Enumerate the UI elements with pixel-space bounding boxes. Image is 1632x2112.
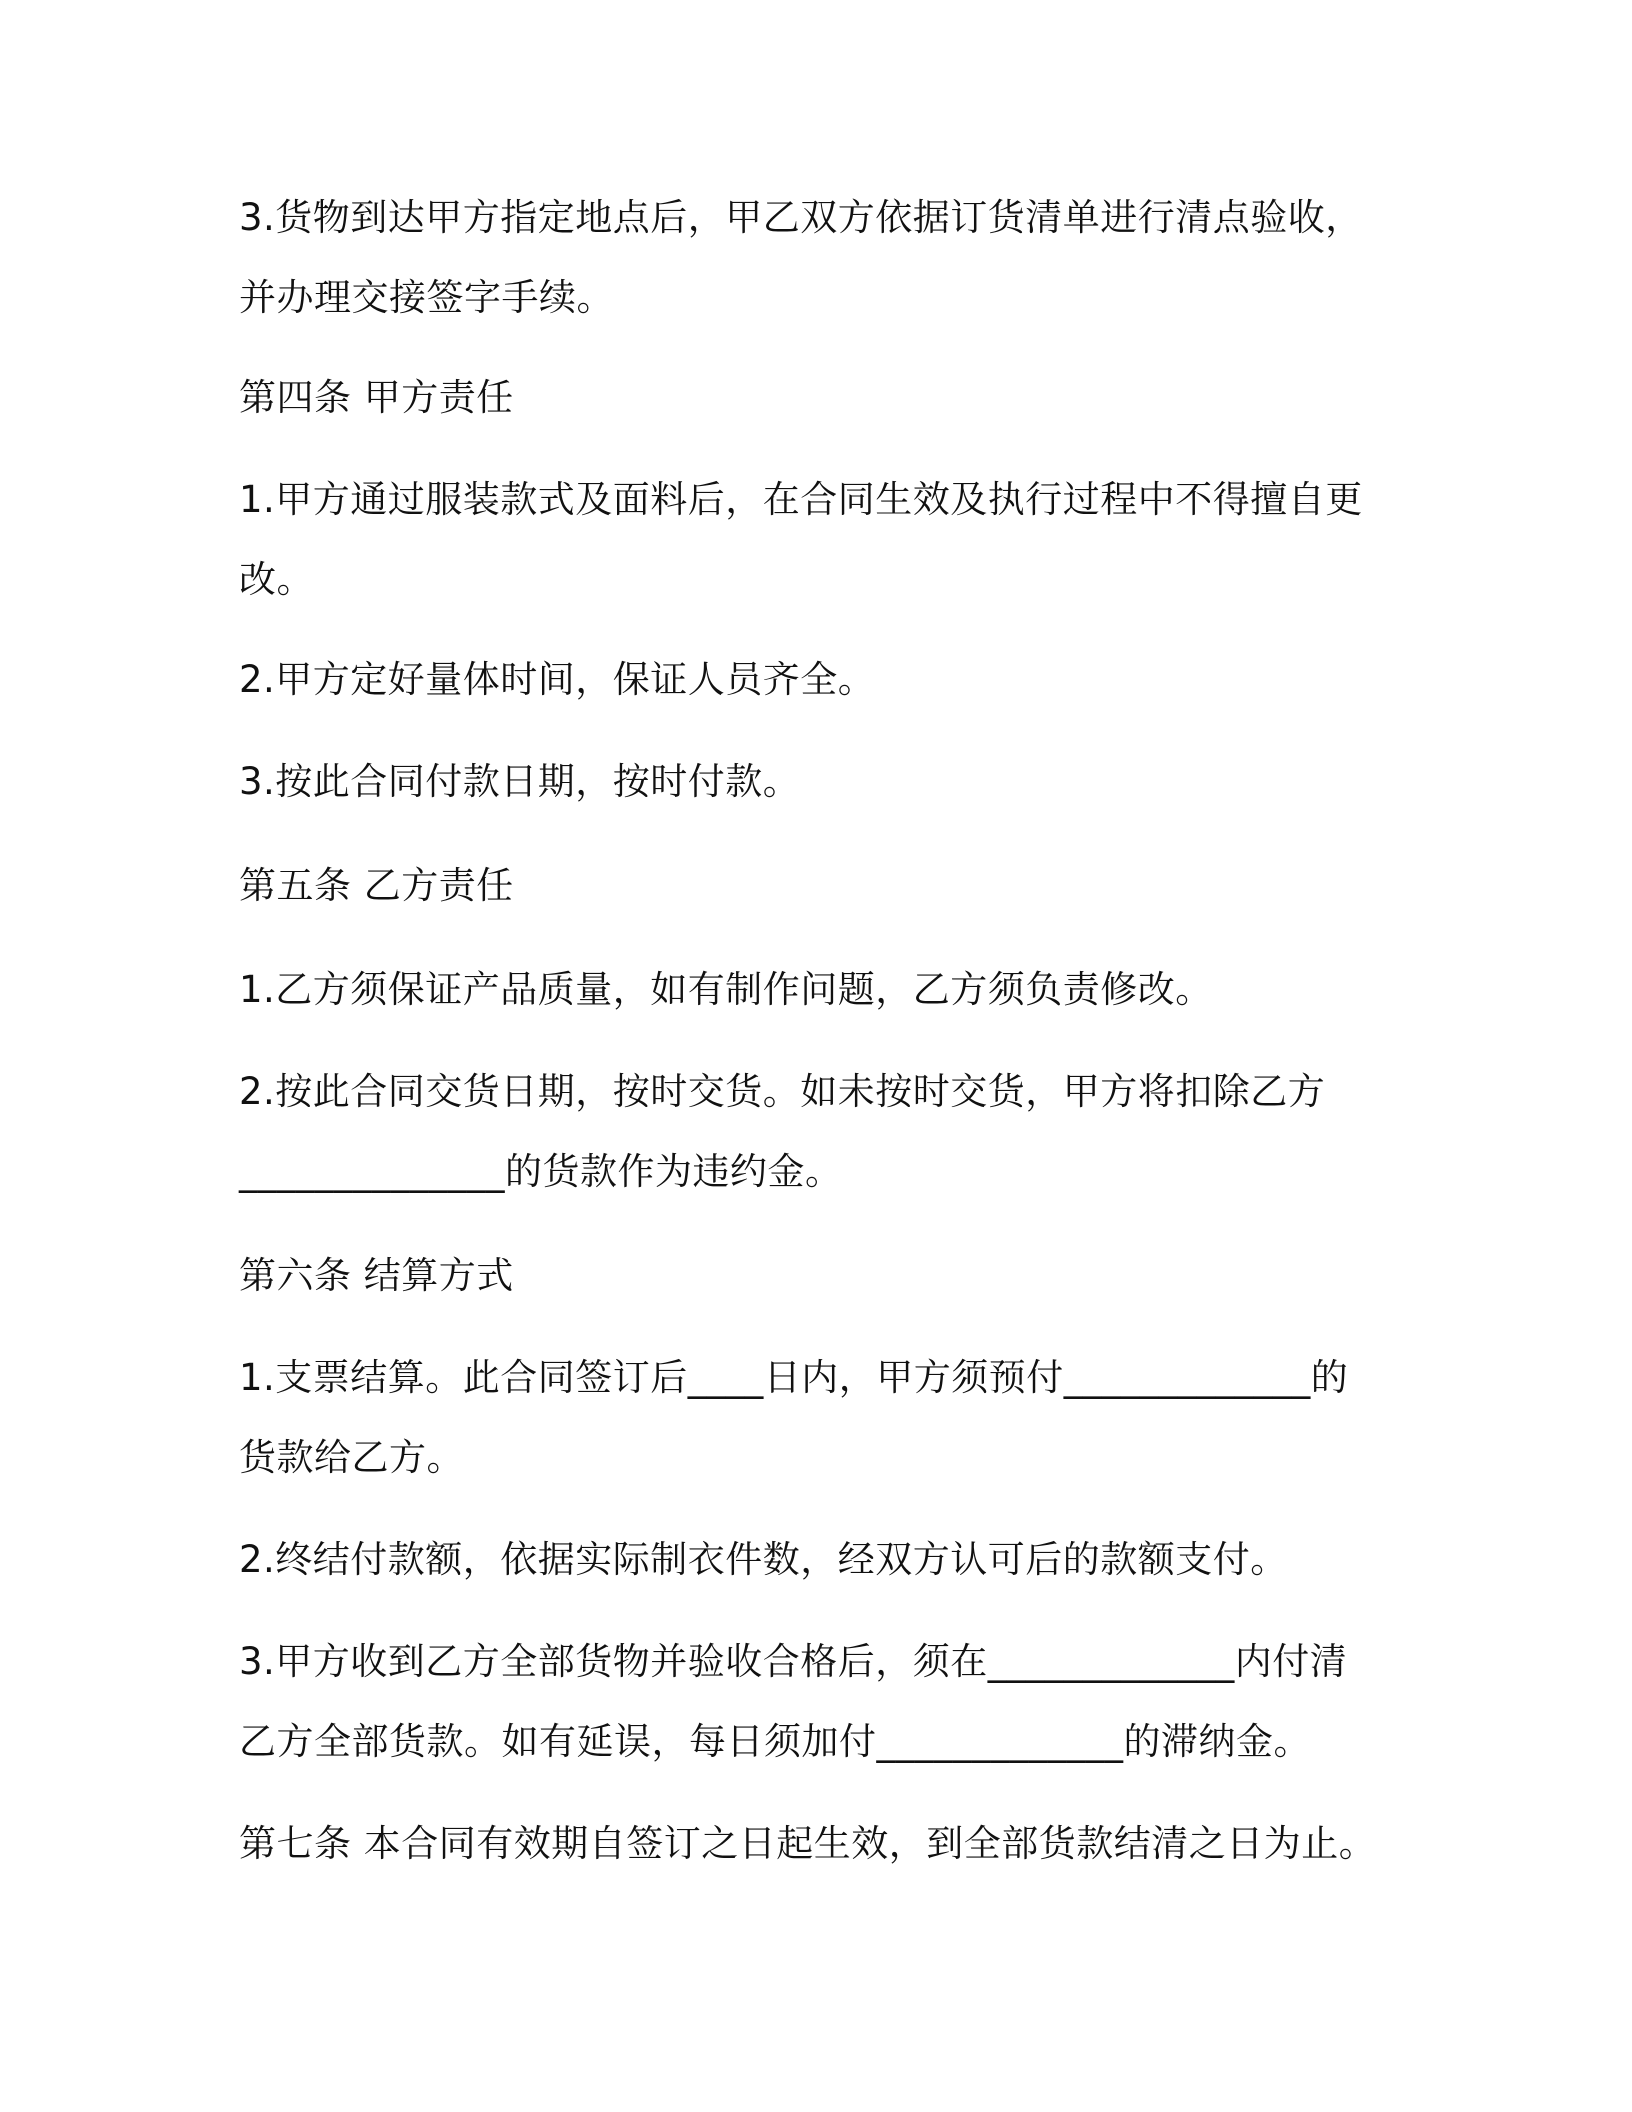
clause-4-2-paragraph [239, 640, 1379, 720]
text-line: 1.甲方通过服装款式及面料后，在合同生效及执行过程中不得擅自更 [239, 478, 1363, 521]
heading-text: 第五条 乙方责任 [239, 864, 514, 907]
text-line: 改。 [239, 558, 314, 601]
heading-text: 第四条 甲方责任 [239, 376, 514, 419]
clause-3-3-paragraph [239, 178, 1379, 338]
clause-5-2-paragraph [239, 1052, 1379, 1212]
text-line: 3.按此合同付款日期，按时付款。 [239, 760, 801, 803]
text-line: 2.按此合同交货日期，按时交货。如未按时交货，甲方将扣除乙方 [239, 1070, 1326, 1113]
text-line: 乙方全部货款。如有延误，每日须加付_____________的滞纳金。 [239, 1720, 1311, 1763]
heading-text: 第六条 结算方式 [239, 1254, 514, 1297]
text-line: 3.货物到达甲方指定地点后，甲乙双方依据订货清单进行清点验收， [239, 196, 1363, 239]
text-line: ______________的货款作为违约金。 [239, 1150, 843, 1193]
text-line: 货款给乙方。 [239, 1436, 464, 1479]
article-4-heading [239, 358, 1379, 438]
clause-4-3-paragraph [239, 742, 1379, 822]
clause-5-1-paragraph [239, 950, 1379, 1030]
text-line: 1.支票结算。此合同签订后____日内，甲方须预付_____________的 [239, 1356, 1349, 1399]
clause-6-1-paragraph [239, 1338, 1379, 1498]
clause-6-2-paragraph [239, 1520, 1379, 1600]
text-line: 2.终结付款额，依据实际制衣件数，经双方认可后的款额支付。 [239, 1538, 1288, 1581]
article-5-heading [239, 846, 1379, 926]
clause-4-1-paragraph [239, 460, 1379, 620]
text-line: 3.甲方收到乙方全部货物并验收合格后，须在_____________内付清 [239, 1640, 1348, 1683]
text-line: 2.甲方定好量体时间，保证人员齐全。 [239, 658, 876, 701]
text-line: 1.乙方须保证产品质量，如有制作问题，乙方须负责修改。 [239, 968, 1213, 1011]
article-6-heading [239, 1236, 1379, 1316]
clause-6-3-paragraph [239, 1622, 1379, 1782]
text-line: 并办理交接签字手续。 [239, 276, 614, 319]
text-line: 第七条 本合同有效期自签订之日起生效，到全部货款结清之日为止。 [239, 1822, 1377, 1865]
article-7-paragraph [239, 1804, 1379, 1884]
